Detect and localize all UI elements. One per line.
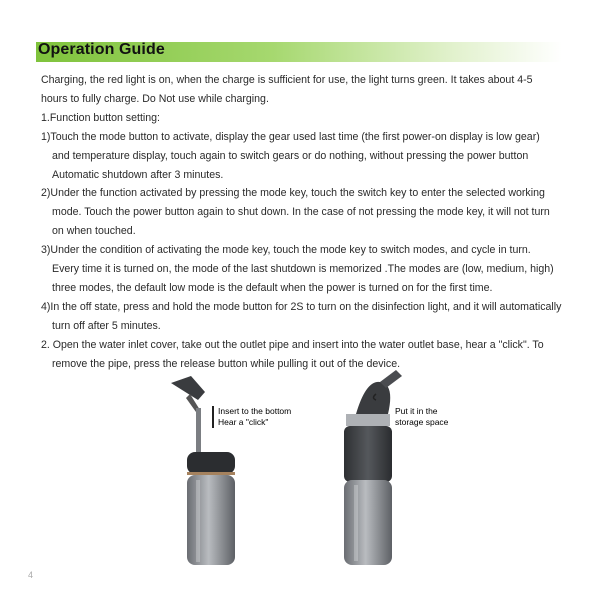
item2-line-1: 2)Under the function activated by pressing the mode key, touch the switch key to enter the selected working bbox=[41, 187, 545, 200]
step2-line-2: remove the pipe, press the release button while pulling it out of the device. bbox=[52, 357, 401, 370]
charging-line-2: hours to fully charge. Do Not use while charging. bbox=[41, 92, 269, 105]
item3-line-2: Every time it is turned on, the mode of the last shutdown is memorized .The modes are (low, medium, high) bbox=[52, 263, 554, 276]
device-storage bbox=[344, 370, 402, 565]
page-title: Operation Guide bbox=[38, 41, 165, 58]
device-insert-pipe bbox=[171, 376, 235, 565]
callout-right-line-2: storage space bbox=[395, 417, 449, 427]
item1-line-3: Automatic shutdown after 3 minutes. bbox=[52, 168, 224, 181]
item4-line-1: 4)In the off state, press and hold the mode button for 2S to turn on the disinfection light, and it will automatically bbox=[41, 300, 562, 313]
page-number: 4 bbox=[28, 570, 34, 580]
instructions-body bbox=[41, 71, 566, 374]
item1-line-1: 1)Touch the mode button to activate, display the gear used last time (the first power-on display is low gear) bbox=[41, 130, 540, 143]
item3-line-3: three modes, the default low mode is the default when the power is turned on for the first time. bbox=[52, 281, 493, 294]
item2-line-3: on when touched. bbox=[52, 225, 136, 238]
item1-line-2: and temperature display, touch again to switch gears or do nothing, without pressing the power button bbox=[52, 149, 529, 162]
callout-right-line-1: Put it in the bbox=[395, 406, 438, 416]
function-heading: 1.Function button setting: bbox=[41, 111, 160, 124]
product-illustration bbox=[0, 370, 600, 585]
callout-left-line-2: Hear a "click" bbox=[218, 417, 269, 427]
down-arrow-icon bbox=[212, 406, 214, 428]
callout-left-line-1: Insert to the bottom bbox=[218, 406, 292, 416]
item2-line-2: mode. Touch the power button again to shut down. In the case of not pressing the mode key, it will not turn bbox=[52, 206, 550, 219]
item4-line-2: turn off after 5 minutes. bbox=[52, 319, 161, 332]
charging-line-1: Charging, the red light is on, when the charge is sufficient for use, the light turns green. It takes about 4-5 bbox=[41, 74, 533, 86]
step2-line-1: 2. Open the water inlet cover, take out the outlet pipe and insert into the water outlet base, hear a "click". To bbox=[41, 338, 544, 351]
item3-line-1: 3)Under the condition of activating the mode key, touch the mode key to switch modes, and cycle in turn. bbox=[41, 244, 531, 257]
